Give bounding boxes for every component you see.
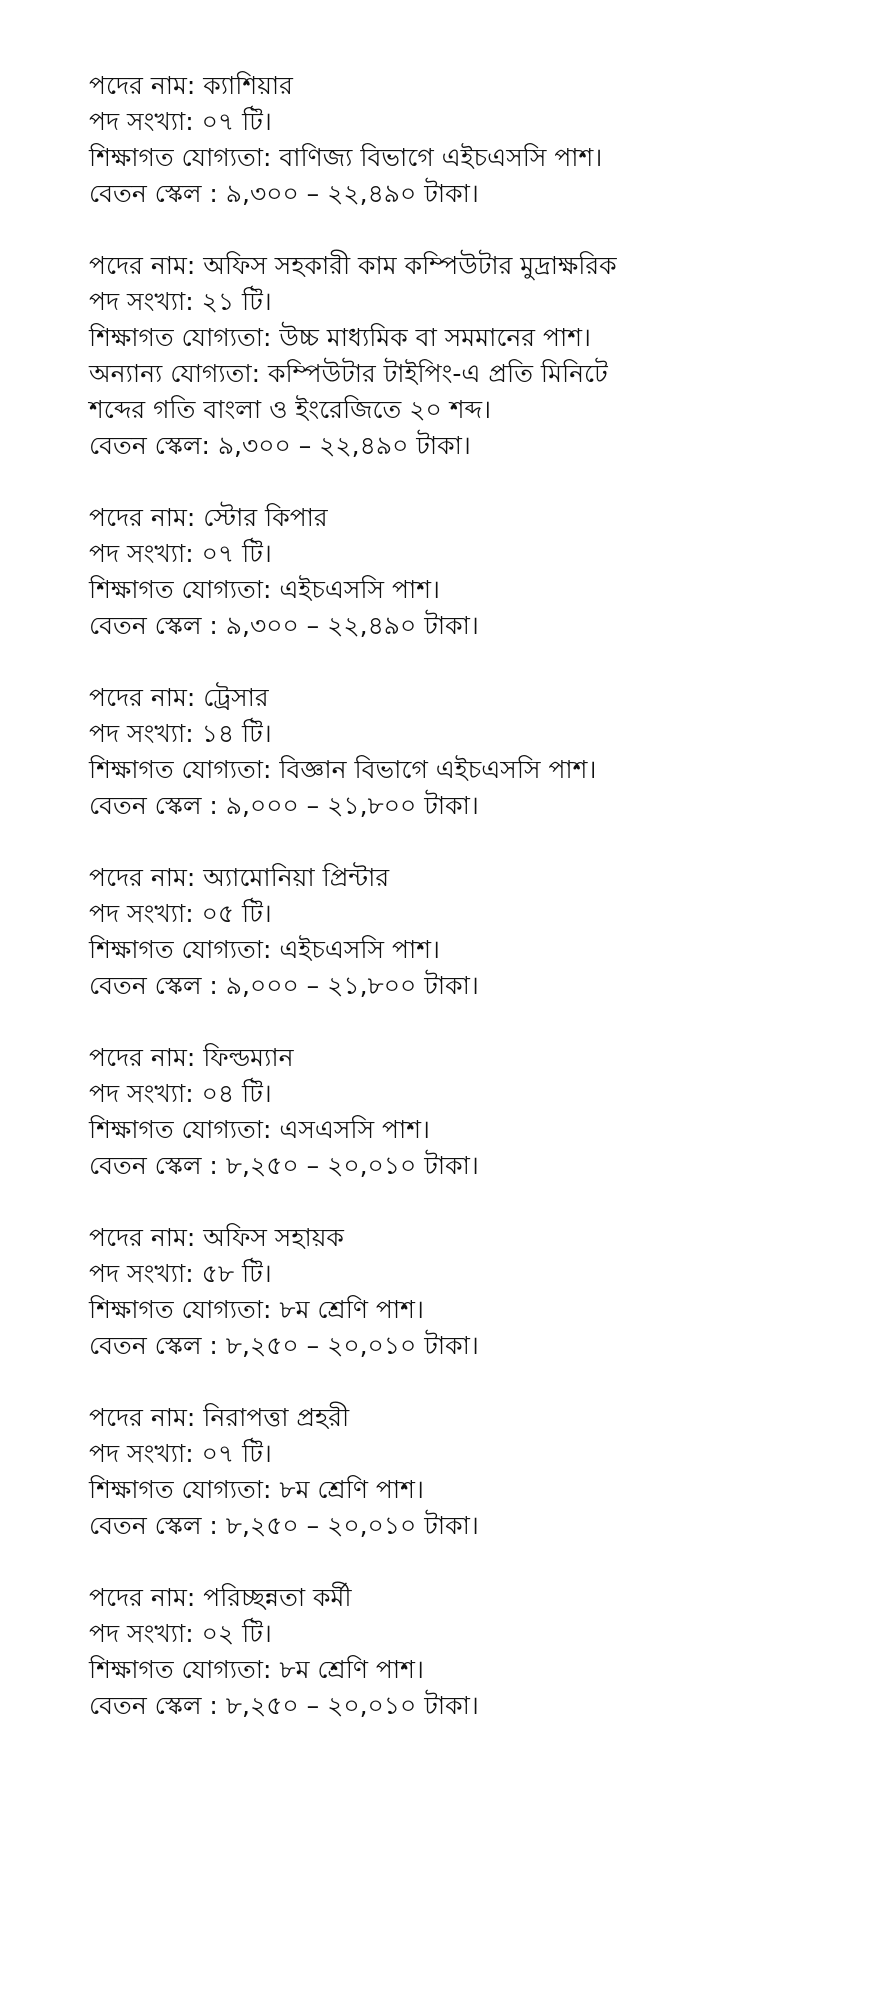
post-count: পদ সংখ্যা: ০২ টি।: [89, 1619, 272, 1648]
post-education: শিক্ষাগত যোগ্যতা: ৮ম শ্রেণি পাশ।: [89, 1655, 424, 1684]
post-salary: বেতন স্কেল : ৮,২৫০ – ২০,০১০ টাকা।: [89, 1331, 479, 1360]
post-salary: বেতন স্কেল : ৮,২৫০ – ২০,০১০ টাকা।: [89, 1511, 479, 1540]
post-education: শিক্ষাগত যোগ্যতা: ৮ম শ্রেণি পাশ।: [89, 1295, 424, 1324]
job-posts-list: [89, 68, 649, 1760]
post-name: পদের নাম: নিরাপত্তা প্রহরী: [89, 1403, 350, 1432]
post-education: শিক্ষাগত যোগ্যতা: উচ্চ মাধ্যমিক বা সমমানের পাশ।: [89, 323, 591, 352]
post-salary: বেতন স্কেল : ৯,৩০০ – ২২,৪৯০ টাকা।: [89, 611, 479, 640]
post-salary: বেতন স্কেল : ৯,৩০০ – ২২,৪৯০ টাকা।: [89, 179, 479, 208]
post-count: পদ সংখ্যা: ৫৮ টি।: [89, 1259, 272, 1288]
post-salary: বেতন স্কেল: ৯,৩০০ – ২২,৪৯০ টাকা।: [89, 431, 471, 460]
post-block-office-assistant-typist: [89, 248, 649, 464]
post-education: শিক্ষাগত যোগ্যতা: বিজ্ঞান বিভাগে এইচএসসি পাশ।: [89, 755, 597, 784]
post-block-fieldman: [89, 1040, 649, 1184]
post-name: পদের নাম: ক্যাশিয়ার: [89, 71, 293, 100]
post-education: শিক্ষাগত যোগ্যতা: এইচএসসি পাশ।: [89, 575, 440, 604]
post-name: পদের নাম: পরিচ্ছন্নতা কর্মী: [89, 1583, 352, 1612]
post-education: শিক্ষাগত যোগ্যতা: ৮ম শ্রেণি পাশ।: [89, 1475, 424, 1504]
post-name: পদের নাম: স্টোর কিপার: [89, 503, 328, 532]
post-name: পদের নাম: ট্রেসার: [89, 683, 269, 712]
post-name: পদের নাম: অফিস সহকারী কাম কম্পিউটার মুদ্রাক্ষরিক: [89, 251, 617, 280]
post-block-cleaner: [89, 1580, 649, 1724]
post-block-cashier: [89, 68, 649, 212]
post-other-qualification: অন্যান্য যোগ্যতা: কম্পিউটার টাইপিং-এ প্রতি মিনিটে শব্দের গতি বাংলা ও ইংরেজিতে ২০ শব্দ।: [89, 359, 608, 424]
post-block-tracer: [89, 680, 649, 824]
post-count: পদ সংখ্যা: ০৭ টি।: [89, 539, 272, 568]
post-block-office-helper: [89, 1220, 649, 1364]
post-name: পদের নাম: ফিল্ডম্যান: [89, 1043, 294, 1072]
post-block-ammonia-printer: [89, 860, 649, 1004]
post-education: শিক্ষাগত যোগ্যতা: বাণিজ্য বিভাগে এইচএসসি পাশ।: [89, 143, 603, 172]
post-salary: বেতন স্কেল : ৯,০০০ – ২১,৮০০ টাকা।: [89, 971, 479, 1000]
post-name: পদের নাম: অ্যামোনিয়া প্রিন্টার: [89, 863, 390, 892]
post-count: পদ সংখ্যা: ০৫ টি।: [89, 899, 272, 928]
post-block-store-keeper: [89, 500, 649, 644]
post-block-security-guard: [89, 1400, 649, 1544]
post-name: পদের নাম: অফিস সহায়ক: [89, 1223, 344, 1252]
post-count: পদ সংখ্যা: ১৪ টি।: [89, 719, 272, 748]
post-salary: বেতন স্কেল : ৯,০০০ – ২১,৮০০ টাকা।: [89, 791, 479, 820]
post-count: পদ সংখ্যা: ০৪ টি।: [89, 1079, 272, 1108]
post-education: শিক্ষাগত যোগ্যতা: এসএসসি পাশ।: [89, 1115, 430, 1144]
post-salary: বেতন স্কেল : ৮,২৫০ – ২০,০১০ টাকা।: [89, 1691, 479, 1720]
post-education: শিক্ষাগত যোগ্যতা: এইচএসসি পাশ।: [89, 935, 440, 964]
post-salary: বেতন স্কেল : ৮,২৫০ – ২০,০১০ টাকা।: [89, 1151, 479, 1180]
post-count: পদ সংখ্যা: ২১ টি।: [89, 287, 272, 316]
post-count: পদ সংখ্যা: ০৭ টি।: [89, 1439, 272, 1468]
post-count: পদ সংখ্যা: ০৭ টি।: [89, 107, 272, 136]
